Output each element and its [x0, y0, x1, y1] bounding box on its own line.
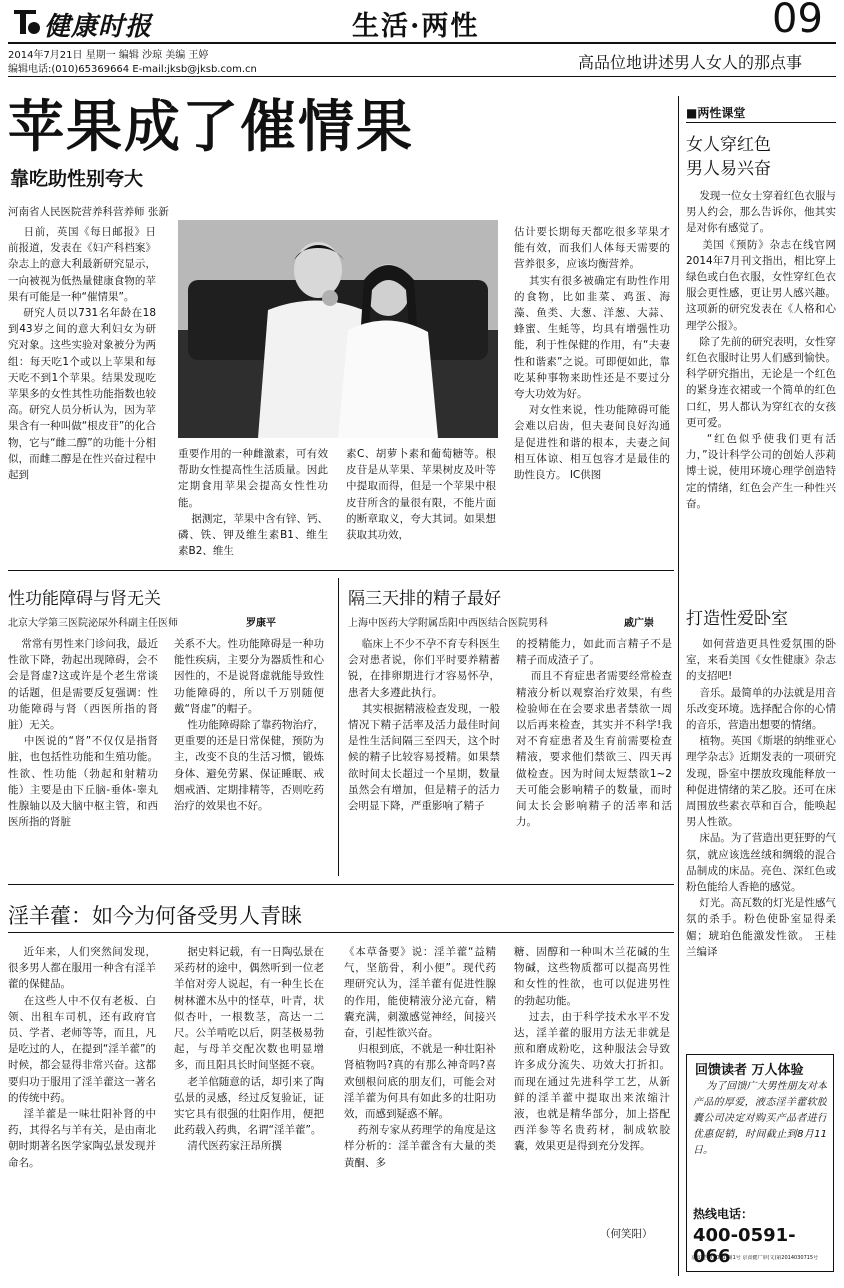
bottom-credit: （何笑阳） [600, 1228, 653, 1240]
logo-emblem-icon [8, 6, 42, 38]
main-photo [178, 220, 498, 438]
main-bottom-rule [8, 570, 674, 571]
tagline: 高品位地讲述男人女人的那点事 [578, 53, 803, 72]
issue-line: 2014年7月21日 星期一 编辑 沙琼 美编 王婷 [8, 50, 209, 61]
paper-name: 健康时报 [44, 12, 153, 42]
ad-footer: 京食健字(2011)第1号 京食健广审(文)第2014030715号 [691, 1255, 819, 1261]
sperm-col1: 临床上不少不孕不育专科医生会对患者说，你们平时要养精蓄锐，在排卵期进行才容易怀孕，患者大多遵此执行。 其实根据精液检查发现，一般情况下精子活率及活力最佳时间是性生活间隔三至四天，这个时候的精子比较容易授精。如果禁欲时间太长超过一个星期，数量虽然会有增加，但是精子的活力会明显下降，严重影响了精子 [348, 638, 500, 813]
main-headline: 苹果成了催情果 [8, 94, 414, 160]
ed-byline-name: 罗康平 [246, 618, 276, 629]
section-title: 生活·两性 [352, 11, 480, 42]
masthead-rule [8, 42, 836, 44]
ad-hotline-label: 热线电话： [693, 1207, 754, 1221]
main-subhead: 靠吃助性别夸大 [10, 168, 144, 190]
bottom-col4: 糖、固醇和一种叫木兰花碱的生物碱，这些物质都可以提高男性和女性的性欲，也可以促进男性的勃起功能。 过去，由于科学技术水平不发达，淫羊藿的服用方法无非就是煎和磨成粉吃，这种服法会导致许多成分流失、功效大打折扣。而现在通过先进科学工艺，从新鲜的淫羊藿中提取出来浓缩汁液，也就是精华部分，加上搭配西洋参等名贵药材，制成软胶囊，效果更是得到充分发挥。 [514, 946, 670, 1153]
ad-hotline-number: 400-0591-066 [693, 1225, 796, 1267]
main-col3: 素C、胡萝卜素和葡萄糖等。根皮苷是从苹果、苹果树皮及叶等中提取而得，但是一个苹果中根皮苷所含的量很有限，不能片面的断章取义，夸大其词。如果想获取其功效， [346, 448, 496, 542]
contact-line: 编辑电话:(010)65369664 E-mail:jksb@jksb.com.cn [8, 64, 257, 75]
sperm-byline-name: 戚广崇 [624, 618, 654, 629]
main-col1: 日前，英国《每日邮报》日前报道，发表在《妇产科档案》杂志上的意大利最新研究显示，一向被视为低热量健康食物的苹果有可能是一种“催情果”。 研究人员以731名年龄在18到43岁之间的意大利妇女为研究对象。这些实验对象被分为两组：每天吃1个或以上苹果和每天吃不到1个苹果。结果发现吃苹果多的女性其性功能指数也较高。研究人员分析认为，因为苹果含有一种叫做“根皮苷”的化合物，它与“雌二醇”的功能十分相似，而雌二醇是在性兴奋过程中起到 [8, 226, 156, 482]
main-col4: 估计要长期每天都吃很多苹果才能有效，而我们人体每天需要的营养很多，应该均衡营养。 其实有很多被确定有助性作用的食物，比如韭菜、鸡蛋、海藻、鱼类、大葱、洋葱、大蒜、蜂蜜、生蚝等，均具有增强性功能，利于性保健的作用，有“夫妻性和谐素”之说。可即便如此，靠吃某种事物来助性还是不要过分夸大功效为好。 对女性来说，性功能障碍可能会难以启齿，但夫妻间良好沟通是促进性和谐的根本，夫妻之间相互体谅、相互包容才是最佳的助性良方。 IC供图 [514, 226, 670, 482]
bottom-col2: 据史料记载，有一日陶弘景在采药材的途中，偶然听到一位老羊倌对旁人说起，有一种生长在树林灌木丛中的怪草，叶青，状似杏叶，一根数茎，高达一二尺。公羊啃吃以后，阴茎极易勃起，与母羊交配次数也明显增多，而且阳具长时间坚挺不衰。 老羊倌随意的话，却引来了陶弘景的灵感，经过反复验证，证实它具有很强的壮阳作用，便把此药载入药典，名谓“淫羊藿”。 清代医药家汪昂所撰 [174, 946, 324, 1153]
sidebar-divider [678, 96, 679, 1276]
bottom-col3: 《本草备要》说：淫羊藿“益精气，坚筋骨，利小便”。现代药理研究认为，淫羊藿有促进性腺的作用，能使精液分泌亢奋，精囊充满，刺激感觉神经，间接兴奋，引起性欲兴奋。 归根到底，不就是一种壮阳补肾植物吗?真的有那么神奇吗?喜欢刨根问底的朋友们，可能会对淫羊藿为何具有如此多的壮阳功效，而感到疑惑不解。 药剂专家从药理学的角度是这样分析的：淫羊藿含有大量的类黄酮、多 [344, 946, 496, 1169]
ad-box [686, 1054, 834, 1272]
sperm-col2: 的授精能力，如此而言精子不是精子而成渣子了。 而且不育症患者需要经常检查精液分析以观察治疗效果，有些检验师在在会要求患者禁欲一周以后再来检查，其实并不科学!我对不育症患者及生育前需要检查精液，要求他们禁欲三、四天再做检查。因为时间太短禁欲1~2天可能会影响精子的数量，而时间太长会影响精子的活率和活力。 [516, 638, 672, 829]
main-col2: 重要作用的一种雌激素，可有效帮助女性提高性生活质量。因此定期食用苹果会提高女性性功能。 据测定，苹果中含有锌、钙、磷、铁、钾及维生素B1、维生素B2、维生 [178, 448, 328, 558]
ed-headline: 性功能障碍与肾无关 [8, 589, 161, 609]
ed-byline-org: 北京大学第三医院泌尿外科副主任医师 [8, 618, 178, 629]
bottom-headline: 淫羊藿：如今为何备受男人青睐 [8, 904, 302, 928]
sidebar-label-rule [686, 122, 836, 123]
main-byline: 河南省人民医院营养科营养师 张新 [8, 206, 169, 218]
sperm-headline: 隔三天排的精子最好 [348, 589, 501, 609]
sidebar-text2: 如何营造更具性爱氛围的卧室，来看美国《女性健康》杂志的支招吧! 音乐。最简单的办法就是用音乐改变环境。选择配合你的心情的音乐，营造出想要的情绪。 植物。英国《斯堪的纳维亚心理学杂志》近期发表的一项研究发现，卧室中摆放玫瑰能释放一种促进情绪的茉乙胶。还可在床周围放些素衣草和百合，能唤起男人性欲。 床品。为了营造出更狂野的气氛，就应该选丝绒和绸缎的混合品制成的床品。亮色、深红色或粉色能给人香艳的感觉。 灯光。高瓦数的灯光是性感气氛的杀手。粉色使卧室显得柔媚；琥珀色能激发性欲。 王桂兰编译 [686, 638, 836, 958]
sidebar-headline2: 打造性爱卧室 [686, 609, 788, 629]
column-divider [338, 578, 339, 876]
ed-col2: 关系不大。性功能障碍是一种功能性疾病，主要分为器质性和心因性的，不是说肾虚就能导致性功能障碍的，所以千万别随便戴“肾虚”的帽子。 性功能障碍除了靠药物治疗，更重要的还是日常保健，预防为主，改变不良的生活习惯，锻炼身体、避免劳累、保证睡眠、戒烟戒酒、定期排精等，否则吃药治疗的效果也不好。 [174, 638, 324, 813]
ad-text: 为了回馈广大男性朋友对本产品的厚爱，液态淫羊藿软胶囊公司决定对购买产品者进行优惠促销，时间截止到8月11日。 [693, 1081, 827, 1156]
masthead-logo [8, 4, 208, 40]
sidebar-label: ■两性课堂 [686, 106, 746, 120]
bottom-col1: 近年来，人们突然间发现，很多男人都在服用一种含有淫羊藿的保健品。 在这些人中不仅有老板、白领、出租车司机，还有政府官员、学者、老师等等，而且，凡是吃过的人，在提到“淫羊藿”的时候，都会显得非常兴奋。这都要归功于服用了淫羊藿这一著名的传统中药。 淫羊藿是一味壮阳补肾的中药，其得名与羊有关，是由南北朝时期著名医学家陶弘景发现并命名。 [8, 946, 156, 1169]
sidebar-headline1-line2: 男人易兴奋 [686, 159, 771, 179]
couple-photo-icon [178, 220, 498, 438]
sidebar-headline1-line1: 女人穿红色 [686, 135, 771, 155]
sperm-byline-org: 上海中医药大学附属岳阳中西医结合医院男科 [348, 618, 548, 629]
bottom-head-rule [8, 932, 674, 933]
ed-col1: 常常有男性来门诊问我，最近性欲下降，勃起出现障碍，会不会是肾虚?这或许是个老生常谈的话题，但是需要反复强调：性功能障碍与肾（西医所指的肾脏）无关。 中医说的“肾”不仅仅是指肾脏，也包括性功能和生殖功能。性欲、性功能（勃起和射精功能）主要是由下丘脑-垂体-睾丸性腺轴以及大脑中枢主管，和西医所指的肾脏 [8, 638, 158, 829]
ad-title: 回馈读者 万人体验 [695, 1063, 804, 1078]
page-number: 09 [772, 0, 823, 42]
sidebar-text1: 发现一位女士穿着红色衣服与男人约会，那么告诉你，他其实是对你有感觉了。 美国《预防》杂志在线官网2014年7月刊文指出，相比穿上绿色或白色衣服，女性穿红色衣服会更性感，更让男人感兴趣。这项新的研究发表在《人格和心理学公报》。 除了先前的研究表明，女性穿红色衣服时让男人们感到愉快。科学研究指出，无论是一个红色的紧身连衣裙或一个简单的红色口红，男人都认为穿红衣的女孩更可爱。 “红色似乎使我们更有活力，”设计科学公司的创始人莎莉博士说，使用环境心理学创造特定的情绪，红色会产生一种性兴奋。 [686, 190, 836, 510]
mid-bottom-rule [8, 884, 674, 885]
masthead-rule-2 [8, 76, 836, 77]
